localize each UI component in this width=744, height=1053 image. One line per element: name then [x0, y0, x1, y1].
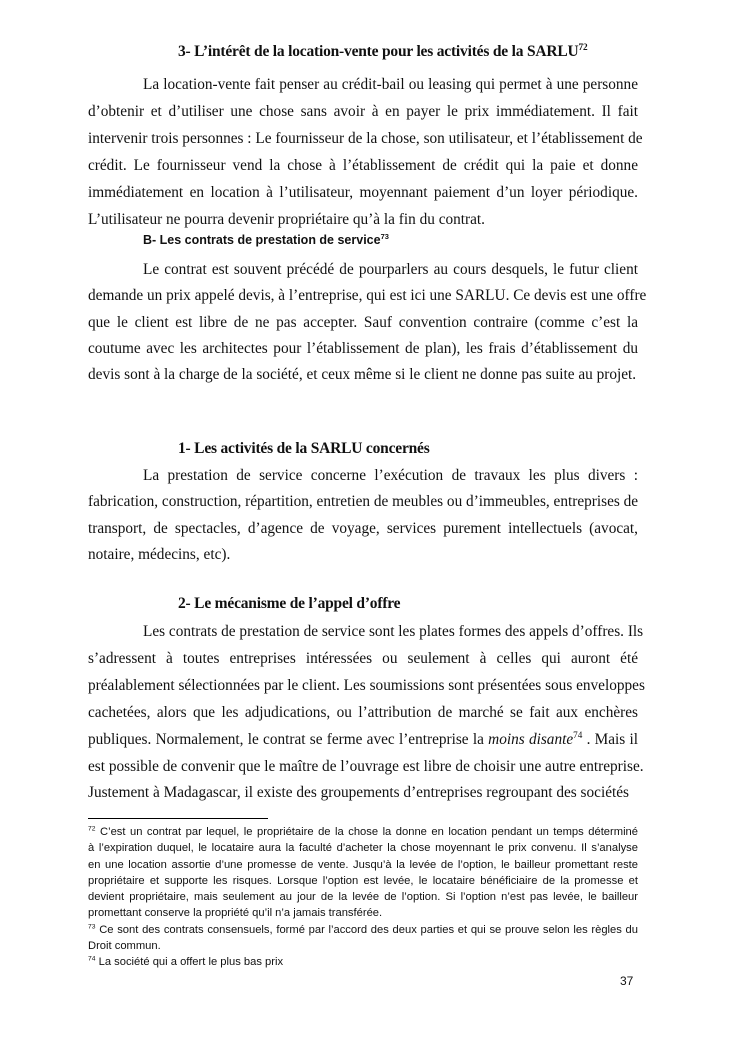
text-line: La location-vente fait penser au crédit-bail ou leasing qui permet à une personne: [143, 76, 638, 93]
text-segment: . Mais il: [582, 730, 639, 748]
section-heading-3: [178, 43, 587, 61]
footnote-text: La société qui a offert le plus bas prix: [98, 956, 284, 969]
footnote-ref: 73: [380, 231, 389, 241]
footnote-line: [88, 954, 638, 970]
text-line: immédiatement en location à l’utilisateur, moyennant paiement d’un loyer périodique.: [88, 184, 638, 201]
footnote-text: en une location assortie d’une promesse de vente. Jusqu’à la levée de l’option, le bailleur promettant reste: [88, 858, 638, 871]
text-line: coutume avec les architectes pour l’établissement de plan), les frais d’établissement du: [88, 339, 638, 357]
text-line: crédit. Le fournisseur vend la chose à l’établissement de crédit qui la paie et donne: [88, 157, 638, 174]
text-line: transport, de spectacles, d’agence de voyage, services purement intellectuels (avocat,: [88, 519, 638, 537]
section-heading-1: 1- Les activités de la SARLU concernés: [178, 440, 430, 457]
footnote-line: [88, 938, 638, 954]
footnote-line: [88, 873, 638, 889]
footnote-text: propriétaire et supporte les risques. Lorsque l’option est levée, le locataire bénéficiaire de la promesse et: [88, 874, 638, 887]
text-line: d’obtenir et d’utiliser une chose sans avoir à en payer le prix immédiatement. Il fait: [88, 103, 638, 120]
footnote-ref: 72: [578, 42, 588, 53]
footnote-number: 73: [88, 923, 96, 931]
text-line: devis sont à la charge de la société, et ceux même si le client ne donne pas suite au projet.: [88, 366, 637, 384]
heading-text: B- Les contrats de prestation de service: [143, 233, 381, 247]
footnote-text: C’est un contrat par lequel, le propriétaire de la chose la donne en location pendant un temps déterminé: [100, 826, 639, 838]
text-line: s’adressent à toutes entreprises intéressées ou seulement à celles qui auront été: [88, 649, 638, 667]
footnote-text: Ce sont des contrats consensuels, formé par l’accord des deux parties et qui se prouve selon les règles du: [99, 923, 639, 936]
footnote-text: promettant conserve la propriété qu’il n’a jamais transférée.: [88, 907, 383, 920]
text-line: intervenir trois personnes : Le fournisseur de la chose, son utilisateur, et l’établissement de: [88, 130, 643, 147]
footnote-line: [88, 824, 638, 840]
footnote-ref: 74: [573, 729, 583, 740]
footnote-line: [88, 840, 638, 856]
paragraph-location-vente: [88, 71, 643, 233]
text-line: Justement à Madagascar, il existe des groupements d’entreprises regroupant des sociétés: [88, 784, 629, 802]
section-heading-2: 2- Le mécanisme de l’appel d’offre: [178, 595, 401, 612]
footnote-separator: [88, 818, 268, 819]
text-line: cachetées, alors que les adjudications, ou l’attribution de marché se fait aux enchères: [88, 703, 638, 721]
text-line: L’utilisateur ne pourra devenir propriétaire qu’à la fin du contrat.: [88, 211, 486, 228]
heading-text: 3- L’intérêt de la location-vente pour les activités de la SARLU: [178, 43, 579, 60]
paragraph-prestation: [88, 257, 647, 388]
text-line: que le client est libre de ne pas accepter. Sauf convention contraire (comme c’est la: [88, 313, 638, 331]
text-line: Les contrats de prestation de service sont les plates formes des appels d’offres. Ils: [143, 623, 644, 640]
text-line: notaire, médecins, etc).: [88, 545, 231, 563]
footnote-line: [88, 857, 638, 873]
text-line: fabrication, construction, répartition, entretien de meubles ou d’immeubles, entreprises de: [88, 493, 639, 511]
footnote-number: 74: [88, 955, 96, 963]
text-line: Le contrat est souvent précédé de pourparlers au cours desquels, le futur client: [143, 261, 638, 278]
text-line: préalablement sélectionnées par le client. Les soumissions sont présentées sous enveloppes: [88, 676, 645, 694]
paragraph-appel-offre: [88, 619, 645, 807]
footnotes: [88, 824, 638, 971]
footnote-line: [88, 889, 638, 905]
paragraph-activites: [88, 463, 638, 568]
footnote-text: à l’expiration duquel, le locataire aura la faculté d’acheter la chose moyennant le prix convenu. Il s’analyse: [88, 842, 638, 855]
footnote-number: 72: [88, 825, 96, 833]
text-line: [88, 727, 638, 754]
footnote-line: [88, 922, 638, 938]
footnote-line: [88, 905, 638, 921]
text-segment: publiques. Normalement, le contrat se ferme avec l’entreprise la: [88, 730, 489, 748]
text-line: La prestation de service concerne l’exécution de travaux les plus divers :: [143, 467, 638, 484]
footnote-text: devient propriétaire, mais seulement au jour de la levée de l’option. Si l’option n’est pas levée, le bailleur: [88, 891, 638, 904]
text-line: demande un prix appelé devis, à l’entreprise, qui est ici une SARLU. Ce devis est une offre: [88, 287, 647, 305]
text-segment: moins disante: [488, 730, 574, 748]
page-number: 37: [620, 974, 634, 988]
text-line: est possible de convenir que le maître de l’ouvrage est libre de choisir une autre entreprise.: [88, 757, 644, 775]
section-heading-b: [143, 233, 389, 247]
footnote-text: Droit commun.: [88, 940, 161, 953]
